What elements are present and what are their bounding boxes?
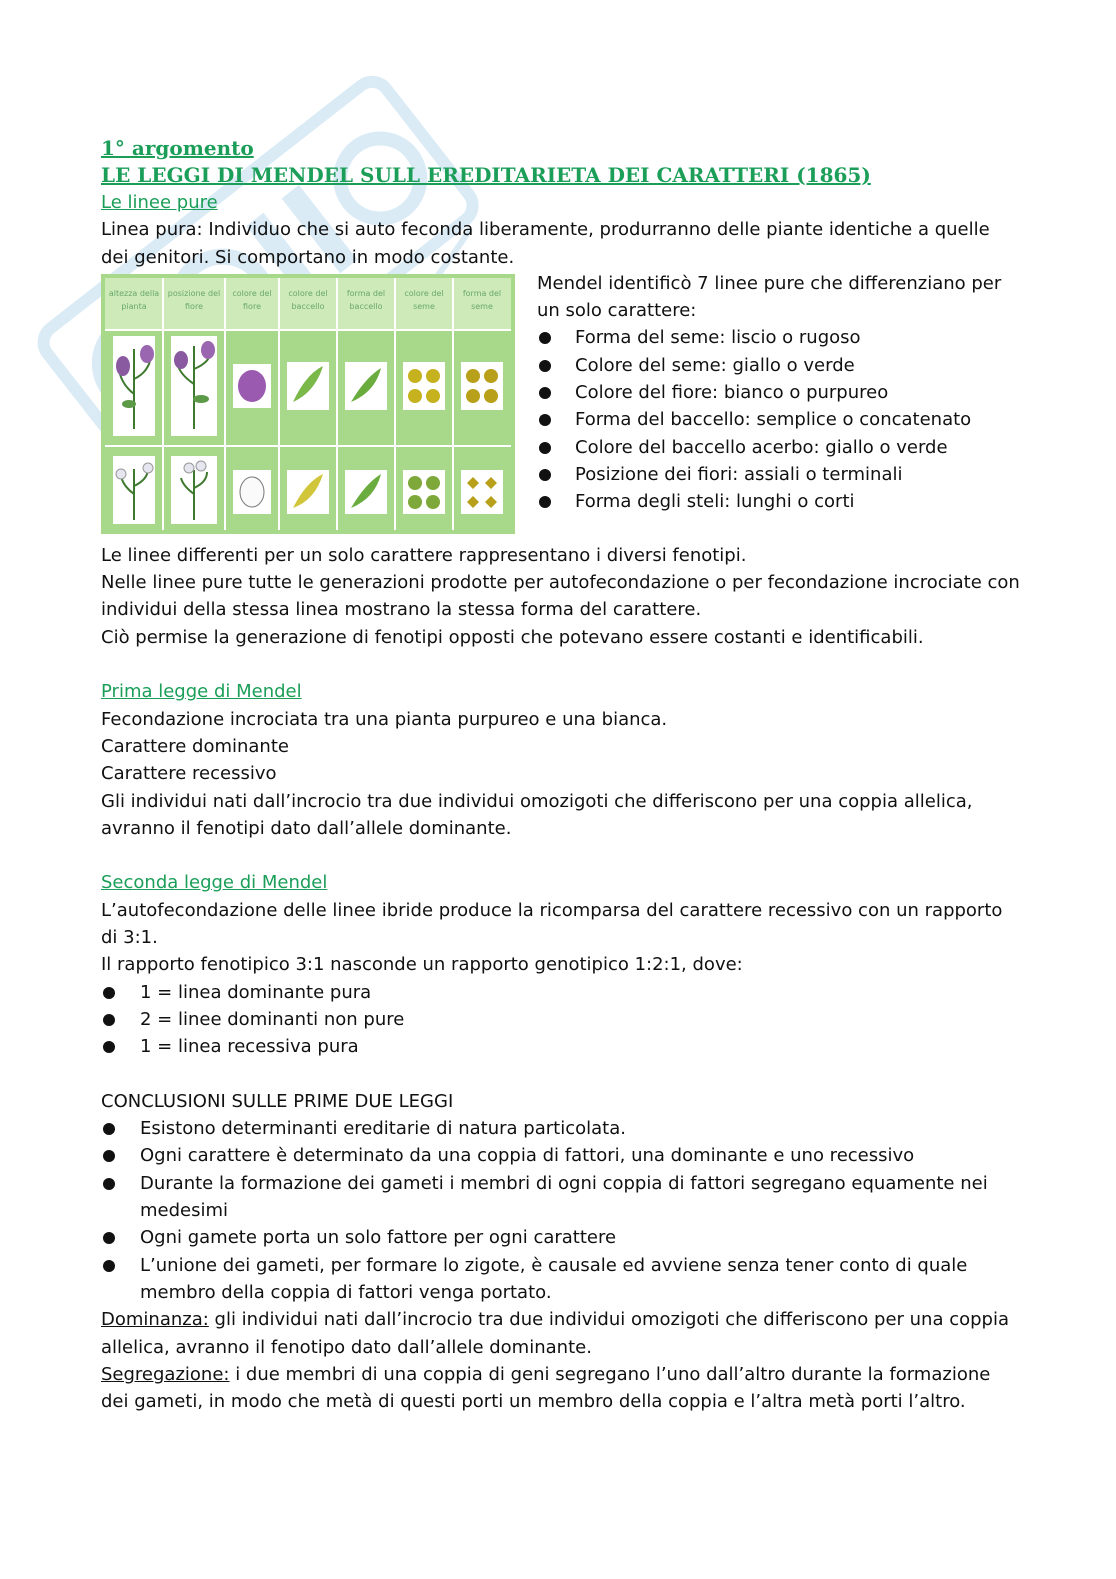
paragraph: Le linee differenti per un solo carattere rappresentano i diversi fenotipi.: [101, 544, 747, 566]
list-item: Forma del baccello: semplice o concatenato: [537, 406, 1021, 433]
definition-text: i due membri di una coppia di geni segregano l’uno dall’altro durante la formazione dei gameti, in modo che metà di questi porti un membro della coppia e l’altra metà porti l’altro.: [101, 1363, 991, 1413]
side-text: [537, 270, 1021, 534]
paragraph: Carattere dominante: [101, 735, 289, 757]
figure-header-label: forma del seme: [462, 288, 502, 311]
list-item: Colore del baccello acerbo: giallo o verde: [537, 434, 1021, 461]
yellow-seeds-image: [403, 362, 445, 410]
paragraph: Nelle linee pure tutte le generazioni prodotte per autofecondazione o per fecondazione incrociate con individui della stessa linea mostrano la stessa forma del carattere.: [101, 572, 1020, 621]
paragraph: Ciò permise la generazione di fenotipi opposti che potevano essere costanti e identificabili.: [101, 626, 924, 648]
heading-prima-legge: Prima legge di Mendel: [101, 681, 302, 703]
side-intro: Mendel identificò 7 linee pure che differenziano per un solo carattere:: [537, 272, 1002, 322]
list-item: Colore del fiore: bianco o purpureo: [537, 379, 1021, 406]
conclusioni-list: [101, 1115, 1021, 1306]
list-item: Esistono determinanti ereditarie di natura particolata.: [101, 1115, 1021, 1142]
genotype-list: [101, 979, 1021, 1061]
heading-linee-pure: Le linee pure: [101, 192, 218, 213]
paragraph: Fecondazione incrociata tra una pianta purpureo e una bianca.: [101, 708, 668, 730]
white-flower-image: [233, 470, 271, 514]
figure-header-label: colore del baccello: [288, 288, 328, 311]
figure-header-label: posizione del fiore: [167, 288, 221, 311]
list-item: Posizione dei fiori: assiali o terminali: [537, 461, 1021, 488]
figure-header-label: forma del baccello: [346, 288, 386, 311]
yellow-pod-image: [287, 470, 329, 514]
plant-axial-flower-image: [171, 336, 217, 436]
list-item: Ogni gamete porta un solo fattore per ogni carattere: [101, 1224, 1021, 1251]
green-seeds-image: [403, 470, 445, 514]
round-seeds-image: [461, 362, 503, 410]
term-dominanza: Dominanza:: [101, 1309, 209, 1331]
list-item: Ogni carattere è determinato da una coppia di fattori, una dominante e uno recessivo: [101, 1142, 1021, 1169]
plant-terminal-flower-image: [171, 456, 217, 524]
list-item: Forma degli steli: lunghi o corti: [537, 488, 1021, 515]
list-item: 1 = linea dominante pura: [101, 979, 1021, 1006]
heading-seconda-legge: Seconda legge di Mendel: [101, 872, 328, 894]
definition-dominanza: [101, 1306, 1021, 1361]
paragraph: L’autofecondazione delle linee ibride produce la ricomparsa del carattere recessivo con un rapporto di 3:1.: [101, 899, 1003, 949]
list-item: 2 = linee dominanti non pure: [101, 1006, 1021, 1033]
definition-segregazione: [101, 1361, 1021, 1416]
plant-tall-image: [113, 336, 155, 436]
conclusioni-heading: CONCLUSIONI SULLE PRIME DUE LEGGI: [101, 1090, 454, 1112]
wrinkled-seeds-image: [461, 470, 503, 514]
figure-header-label: colore del fiore: [232, 288, 272, 311]
green-pod-image: [287, 362, 329, 410]
definition-text: gli individui nati dall’incrocio tra due individui omozigoti che differiscono per una coppia allelica, avranno il fenotipo dato dall’allele dominante.: [101, 1309, 1010, 1358]
paragraph: Il rapporto fenotipico 3:1 nasconde un rapporto genotipico 1:2:1, dove:: [101, 954, 743, 976]
list-item: 1 = linea recessiva pura: [101, 1033, 1021, 1060]
topic-label: 1° argomento: [101, 136, 254, 160]
plant-short-image: [113, 456, 155, 524]
inflated-pod-image: [345, 362, 387, 410]
mendel-traits-figure: [101, 274, 515, 534]
list-item: Forma del seme: liscio o rugoso: [537, 324, 1021, 351]
page-title: LE LEGGI DI MENDEL SULL EREDITARIETA DEI CARATTERI (1865): [101, 163, 871, 187]
figure-header-label: colore del seme: [404, 288, 444, 311]
list-item: Colore del seme: giallo o verde: [537, 352, 1021, 379]
linea-pura-definition: Linea pura: Individuo che si auto feconda liberamente, produrranno delle piante identiche a quelle dei genitori. Si comportano in modo costante.: [101, 219, 990, 268]
paragraph: Carattere recessivo: [101, 763, 277, 785]
list-item: L’unione dei gameti, per formare lo zigote, è causale ed avviene senza tener conto di quale membro della coppia di fattori venga portato.: [101, 1252, 1021, 1307]
list-item: Durante la formazione dei gameti i membri di ogni coppia di fattori segregano equamente nei medesimi: [101, 1170, 1021, 1225]
term-segregazione: Segregazione:: [101, 1363, 230, 1385]
document-page: [101, 135, 1021, 1415]
traits-list: [537, 324, 1021, 515]
figure-header-label: altezza della pianta: [108, 288, 160, 311]
constricted-pod-image: [345, 470, 387, 514]
paragraph: Gli individui nati dall’incrocio tra due individui omozigoti che differiscono per una coppia allelica, avranno il fenotipi dato dall’allele dominante.: [101, 790, 973, 839]
purple-flower-image: [233, 364, 271, 408]
